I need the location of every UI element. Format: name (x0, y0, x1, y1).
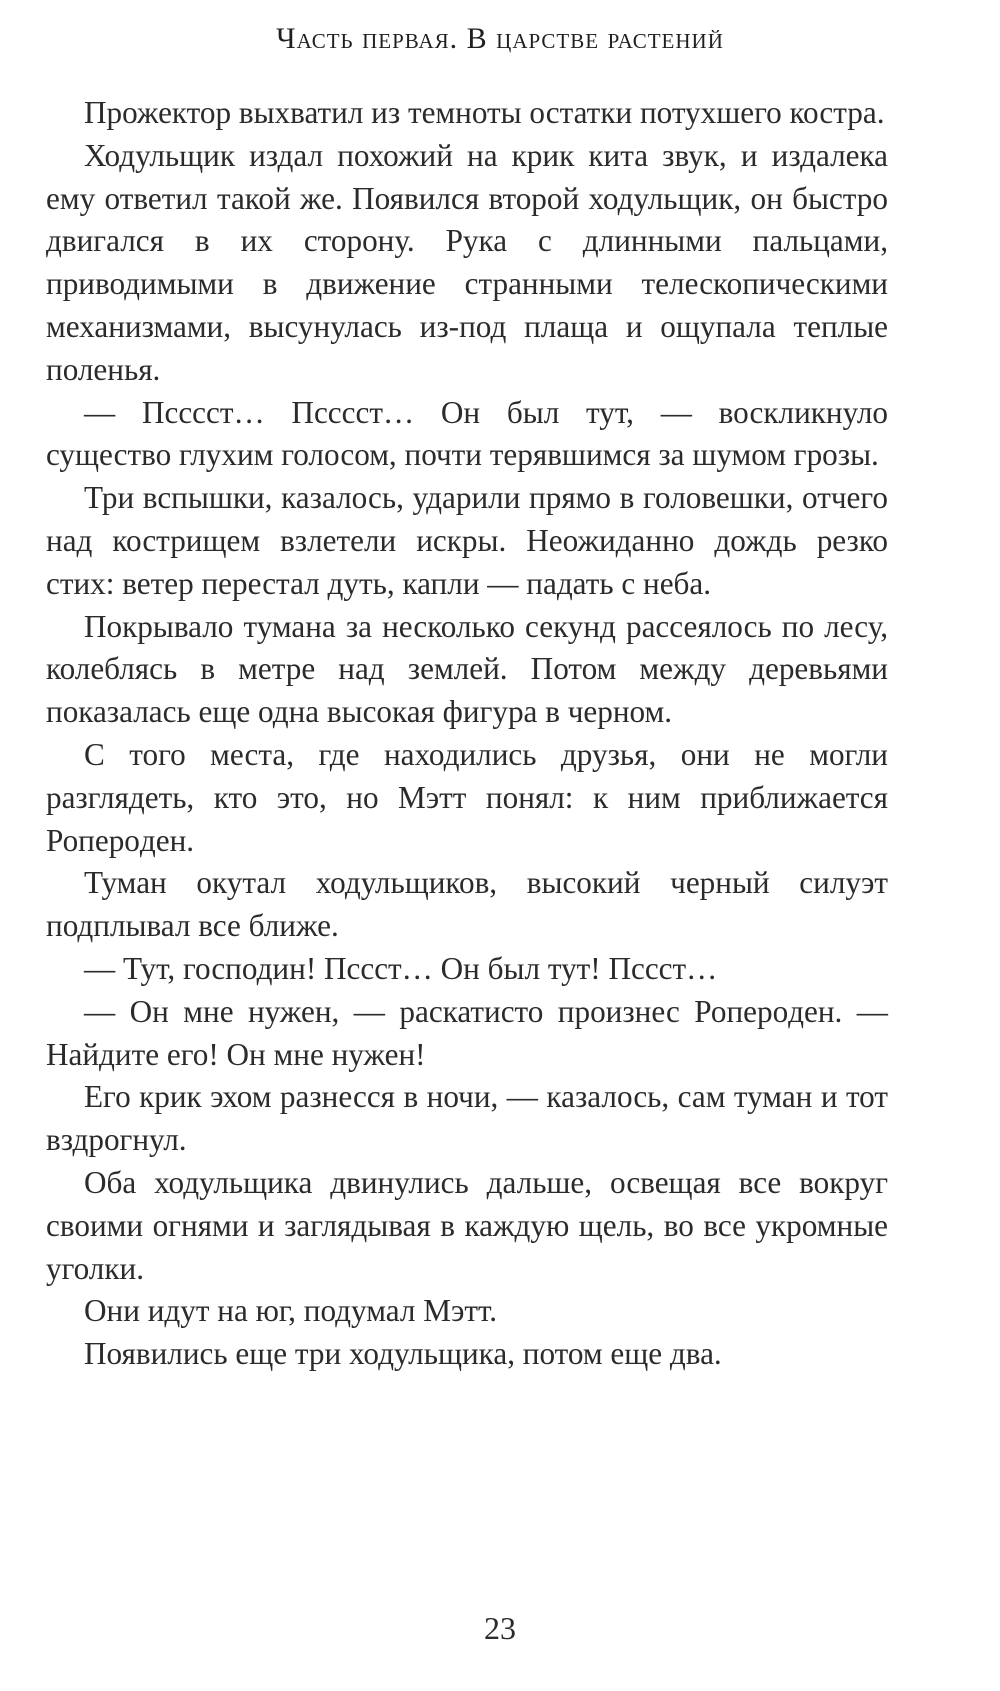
paragraph: Покрывало тумана за несколько секунд рассеялось по лесу, колеблясь в метре над землей. Потом между деревьями показалась еще одна высокая фигура в черном. (46, 608, 888, 730)
paragraph: С того места, где находились друзья, они не могли разглядеть, кто это, но Мэтт понял: к ним приближается Роперoден. (46, 736, 888, 858)
paragraph: Его крик эхом разнесся в ночи, — казалось, сам туман и тот вздрогнул. (46, 1079, 888, 1158)
paragraph: — Тут, господин! Пссст… Он был тут! Пссст… (84, 950, 718, 986)
paragraph: Три вспышки, казалось, ударили прямо в головешки, отчего над кострищем взлетели искры. Неожиданно дождь резко стих: ветер перестал дуть, капли — падать с неба. (46, 480, 888, 601)
paragraph: Появились еще три ходульщика, потом еще два. (84, 1336, 722, 1372)
body-text (46, 92, 888, 1376)
page-number: 23 (484, 1610, 516, 1646)
paragraph: Оба ходульщика двинулись дальше, освещая все вокруг своими огнями и заглядывая в каждую щель, во все укромные уголки. (46, 1164, 888, 1286)
paragraph: Прожектор выхватил из темноты остатки потухшего костра. (84, 95, 885, 130)
paragraph: Ходульщик издал похожий на крик кита звук, и издалека ему ответил такой же. Появился второй ходульщик, он быстро двигался в их сторону. Рука с длинными пальцами, приводимыми в движение странными телескопическими механизмами, высунулась из-под плаща и ощупала теплые поленья. (46, 137, 888, 387)
paragraph: — Псссст… Псссст… Он был тут, — воскликнуло существо глухим голосом, почти терявшимся за шумом грозы. (46, 394, 888, 473)
paragraph: Они идут на юг, подумал Мэтт. (84, 1293, 498, 1329)
running-head: Часть первая. В царстве растений (276, 22, 724, 55)
paragraph: — Он мне нужен, — раскатисто произнес Роперoден. — Найдите его! Он мне нужен! (46, 993, 888, 1072)
paragraph: Туман окутал ходульщиков, высокий черный силуэт подплывал все ближе. (46, 865, 888, 944)
